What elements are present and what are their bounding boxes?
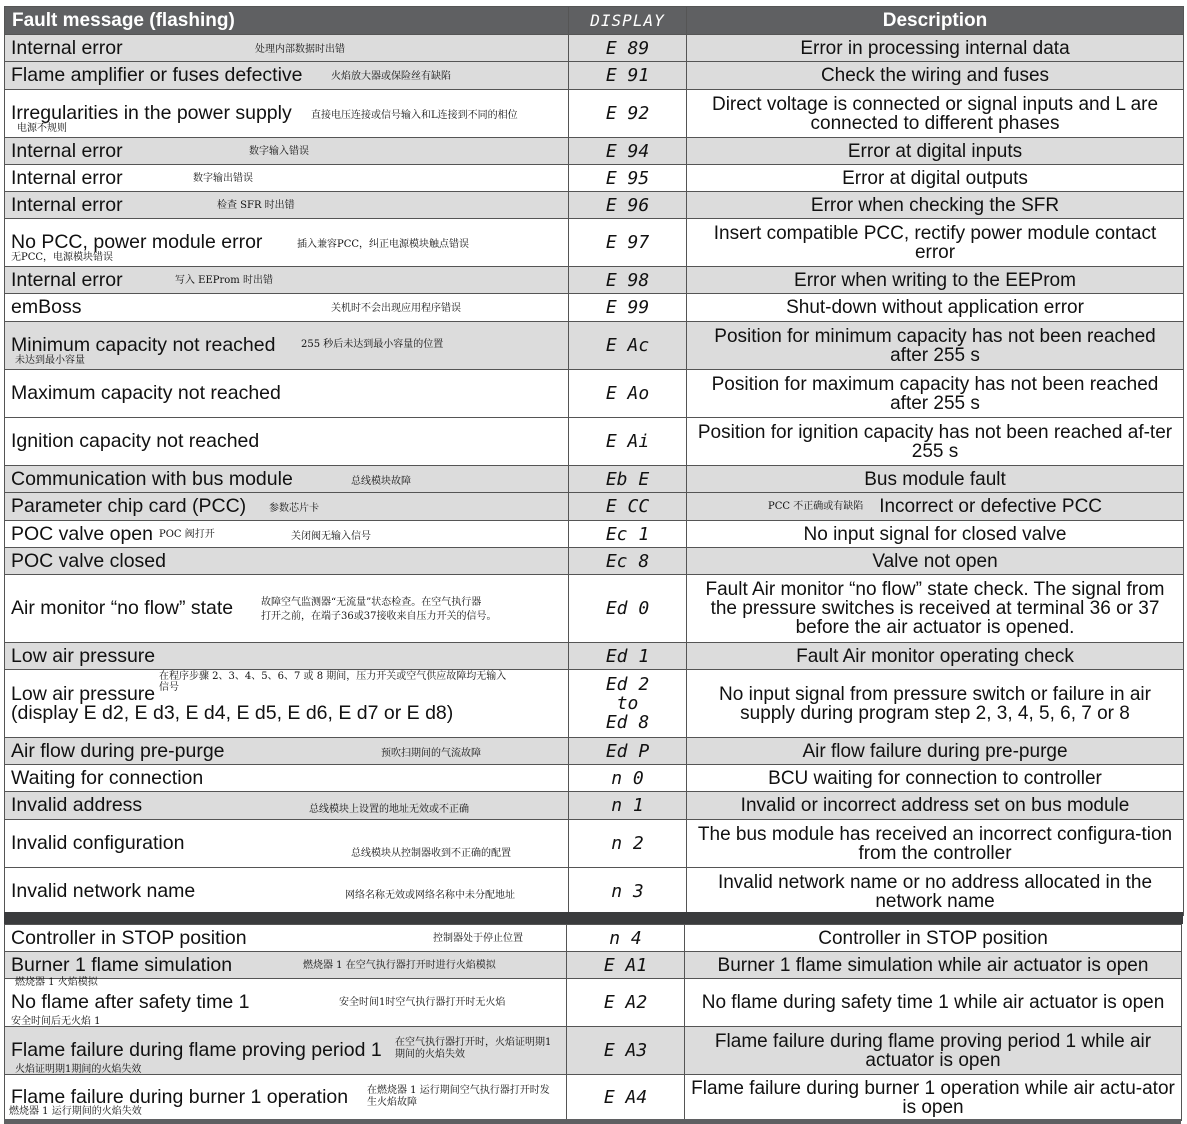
- table-row: [5, 138, 1184, 165]
- description: Position for minimum capacity has not been reached after 255 s: [687, 322, 1184, 370]
- description: Fault Air monitor “no flow” state check. The signal from the pressure switches is received at terminal 36 or 37 before the air actuator is opened.: [687, 575, 1184, 643]
- fault-label: Minimum capacity not reached: [11, 334, 276, 356]
- fault-label-zh-2: 未达到最小容量: [15, 355, 85, 366]
- description: Incorrect or defective PCC: [879, 495, 1103, 517]
- display-code: n 4: [567, 925, 685, 952]
- table-row: [5, 868, 1184, 916]
- display-code: Eb E: [569, 466, 687, 493]
- fault-label: No flame after safety time 1: [11, 991, 250, 1013]
- description: Air flow failure during pre-purge: [687, 738, 1184, 765]
- description: Insert compatible PCC, rectify power module contact error: [687, 219, 1184, 267]
- display-code: E A1: [567, 952, 685, 979]
- fault-label-zh-2: 打开之前，在端子36或37接收来自压力开关的信号。: [261, 611, 497, 622]
- table-row: [5, 62, 1184, 90]
- display-code: E 96: [569, 192, 687, 219]
- fault-label-zh: 在燃烧器 1 运行期间空气执行器打开时发: [367, 1085, 550, 1096]
- display-code: E A4: [567, 1075, 685, 1121]
- display-code: Ed 1: [569, 643, 687, 670]
- description: Check the wiring and fuses: [687, 62, 1184, 90]
- display-code: Ec 1: [569, 521, 687, 548]
- display-code: E 95: [569, 165, 687, 192]
- description: No flame during safety time 1 while air actuator is open: [685, 979, 1182, 1027]
- fault-label: Irregularities in the power supply: [11, 102, 292, 124]
- fault-label: No PCC, power module error: [11, 231, 263, 253]
- fault-label-zh: 故障空气监测器“无流量”状态检查。在空气执行器: [261, 597, 482, 608]
- description: Error at digital inputs: [687, 138, 1184, 165]
- table-row: [5, 521, 1184, 548]
- description: Burner 1 flame simulation while air actuator is open: [685, 952, 1182, 979]
- table-row: [5, 765, 1184, 792]
- fault-label-zh: 火焰放大器或保险丝有缺陷: [331, 71, 451, 82]
- fault-label: Invalid address: [11, 794, 143, 816]
- fault-label-zh: 插入兼容PCC，纠正电源模块触点错误: [297, 239, 470, 250]
- display-code: Ed 2 to Ed 8: [569, 670, 687, 738]
- fault-table: [4, 6, 1184, 916]
- fault-label-zh: 直接电压连接或信号输入和L连接到不同的相位: [311, 110, 518, 121]
- fault-label: Waiting for connection: [11, 766, 204, 789]
- fault-label-zh: 在空气执行器打开时，火焰证明期1: [395, 1037, 552, 1048]
- fault-label-zh: 总线模块从控制器收到不正确的配置: [351, 848, 511, 859]
- table-row: [5, 792, 1184, 820]
- fault-label-zh: 安全时间1时空气执行器打开时无火焰: [339, 997, 506, 1008]
- table-row: [5, 294, 1184, 322]
- fault-label-zh: 总线模块上设置的地址无效或不正确: [309, 804, 469, 815]
- display-code: E 92: [569, 90, 687, 138]
- header-fault: Fault message (flashing): [5, 7, 569, 35]
- table-row: [5, 1075, 1182, 1121]
- fault-label-zh-2: 燃烧器 1 运行期间的火焰失效: [9, 1106, 142, 1117]
- description: Flame failure during burner 1 operation while air actu-ator is open: [685, 1075, 1182, 1121]
- table-row: [5, 418, 1184, 466]
- display-code: E A2: [567, 979, 685, 1027]
- description: Position for ignition capacity has not been reached af-ter 255 s: [687, 418, 1184, 466]
- fault-label: Internal error: [11, 36, 123, 59]
- fault-label-zh-3: 生火焰故障: [367, 1097, 417, 1108]
- display-code: E A3: [567, 1027, 685, 1075]
- description: The bus module has received an incorrect configura-tion from the controller: [687, 820, 1184, 868]
- display-code: n 3: [569, 868, 687, 916]
- description: Error at digital outputs: [687, 165, 1184, 192]
- description: Direct voltage is connected or signal inputs and L are connected to different phases: [687, 90, 1184, 138]
- page-divider: [4, 912, 1183, 924]
- fault-label-zh: 255 秒后未达到最小容量的位置: [301, 339, 444, 350]
- display-code: E 97: [569, 219, 687, 267]
- header-display: DISPLAY: [569, 7, 687, 35]
- table-row: [5, 979, 1182, 1027]
- page-bottom-edge: [4, 1119, 1181, 1124]
- fault-label: Communication with bus module: [11, 467, 293, 490]
- fault-label: Air monitor “no flow” state: [11, 597, 234, 619]
- fault-label: Controller in STOP position: [11, 926, 247, 949]
- fault-label-zh-2: 信号: [159, 682, 179, 693]
- fault-label: POC valve open: [11, 522, 153, 545]
- fault-label: Internal error: [11, 166, 123, 189]
- fault-label-zh: 参数芯片卡: [269, 503, 319, 514]
- table-row: [5, 219, 1184, 267]
- description: No input signal for closed valve: [687, 521, 1184, 548]
- table-row: [5, 925, 1182, 952]
- display-code: E 94: [569, 138, 687, 165]
- description: Valve not open: [687, 548, 1184, 575]
- display-code: E 98: [569, 267, 687, 294]
- table-row: [5, 643, 1184, 670]
- table-row: [5, 35, 1184, 62]
- display-code: E 99: [569, 294, 687, 322]
- table-row: [5, 90, 1184, 138]
- display-code: Ec 8: [569, 548, 687, 575]
- fault-label: Internal error: [11, 139, 123, 162]
- fault-label-zh: 网络名称无效或网络名称中未分配地址: [345, 890, 515, 901]
- fault-label-zh-inline: POC 阀打开: [159, 529, 215, 540]
- display-code: E Ac: [569, 322, 687, 370]
- fault-label-zh: 关闭阀无输入信号: [291, 531, 371, 542]
- fault-label-zh: 关机时不会出现应用程序错误: [331, 303, 461, 314]
- description: Error when writing to the EEProm: [687, 267, 1184, 294]
- table-row: [5, 267, 1184, 294]
- fault-label-zh: 预吹扫期间的气流故障: [381, 748, 481, 759]
- fault-label-zh: 燃烧器 1 在空气执行器打开时进行火焰模拟: [303, 960, 496, 971]
- fault-label-zh-2: 电源不规则: [17, 123, 67, 134]
- fault-table-continued: [4, 924, 1182, 1121]
- fault-label-zh: 数字输入错误: [249, 146, 309, 157]
- fault-label: Low air pressure: [11, 644, 156, 667]
- fault-label-detail: (display E d2, E d3, E d4, E d5, E d6, E d7 or E d8): [11, 701, 454, 724]
- description: Controller in STOP position: [685, 925, 1182, 952]
- display-code: n 0: [569, 765, 687, 792]
- fault-label: Air flow during pre-purge: [11, 739, 225, 762]
- fault-label: POC valve closed: [11, 549, 166, 572]
- table-row: [5, 322, 1184, 370]
- description: Invalid or incorrect address set on bus module: [687, 792, 1184, 820]
- table-row: [5, 493, 1184, 521]
- fault-label: Invalid configuration: [11, 832, 185, 854]
- fault-label-zh: 写入 EEProm 时出错: [175, 275, 273, 286]
- fault-label: Ignition capacity not reached: [11, 430, 260, 452]
- display-code: E Ai: [569, 418, 687, 466]
- display-code: E 89: [569, 35, 687, 62]
- header-description: Description: [687, 7, 1184, 35]
- display-code: E CC: [569, 493, 687, 521]
- description: Position for maximum capacity has not been reached after 255 s: [687, 370, 1184, 418]
- table-row: [5, 466, 1184, 493]
- fault-label-zh-2: 火焰证明期1期间的火焰失效: [15, 1064, 142, 1075]
- table-row: [5, 548, 1184, 575]
- fault-label: Maximum capacity not reached: [11, 382, 281, 404]
- fault-label-zh: 处理内部数据时出错: [255, 44, 345, 55]
- fault-label: Flame amplifier or fuses defective: [11, 64, 303, 86]
- fault-label: Parameter chip card (PCC): [11, 495, 247, 517]
- fault-label: Flame failure during flame proving period 1: [11, 1039, 382, 1061]
- table-row: [5, 738, 1184, 765]
- table-header: [5, 7, 1184, 35]
- fault-label-zh-3: 期间的火焰失效: [395, 1049, 465, 1060]
- fault-label-zh: 在程序步骤 2、3、4、5、6、7 或 8 期间，压力开关或空气供应故障均无输入: [159, 671, 507, 682]
- table-row: [5, 1027, 1182, 1075]
- table-row: [5, 820, 1184, 868]
- fault-label: Burner 1 flame simulation: [11, 953, 233, 976]
- fault-label-zh: 检查 SFR 时出错: [217, 200, 295, 211]
- table-row: [5, 575, 1184, 643]
- fault-label: Internal error: [11, 193, 123, 216]
- fault-label-zh-2: 燃烧器 1 火焰模拟: [15, 977, 98, 988]
- fault-label-zh-2: 无PCC，电源模块错误: [11, 252, 114, 263]
- fault-label: Internal error: [11, 268, 123, 291]
- fault-label: Flame failure during burner 1 operation: [11, 1086, 349, 1108]
- description: Error when checking the SFR: [687, 192, 1184, 219]
- description: Shut-down without application error: [687, 294, 1184, 322]
- description: No input signal from pressure switch or failure in air supply during program step 2, 3, 4, 5, 6, 7 or 8: [687, 670, 1184, 738]
- table-row: [5, 952, 1182, 979]
- fault-label: Invalid network name: [11, 880, 196, 902]
- description: Flame failure during flame proving period 1 while air actuator is open: [685, 1027, 1182, 1075]
- table-row: [5, 670, 1184, 738]
- display-code: E 91: [569, 62, 687, 90]
- description: BCU waiting for connection to controller: [687, 765, 1184, 792]
- fault-label: Low air pressure: [11, 682, 156, 705]
- display-code: Ed P: [569, 738, 687, 765]
- table-row: [5, 192, 1184, 219]
- display-code: n 2: [569, 820, 687, 868]
- table-row: [5, 370, 1184, 418]
- description: Bus module fault: [687, 466, 1184, 493]
- fault-label-zh: 数字输出错误: [193, 173, 253, 184]
- display-code: E Ao: [569, 370, 687, 418]
- description-zh: PCC 不正确或有缺陷: [767, 501, 864, 513]
- fault-label-zh: 总线模块故障: [351, 476, 411, 487]
- fault-label-zh-2: 安全时间后无火焰 1: [11, 1016, 101, 1027]
- fault-label-zh: 控制器处于停止位置: [433, 933, 523, 944]
- display-code: n 1: [569, 792, 687, 820]
- description: Fault Air monitor operating check: [687, 643, 1184, 670]
- table-row: [5, 165, 1184, 192]
- description: Error in processing internal data: [687, 35, 1184, 62]
- description: Invalid network name or no address allocated in the network name: [687, 868, 1184, 916]
- fault-label: emBoss: [11, 296, 82, 318]
- display-code: Ed 0: [569, 575, 687, 643]
